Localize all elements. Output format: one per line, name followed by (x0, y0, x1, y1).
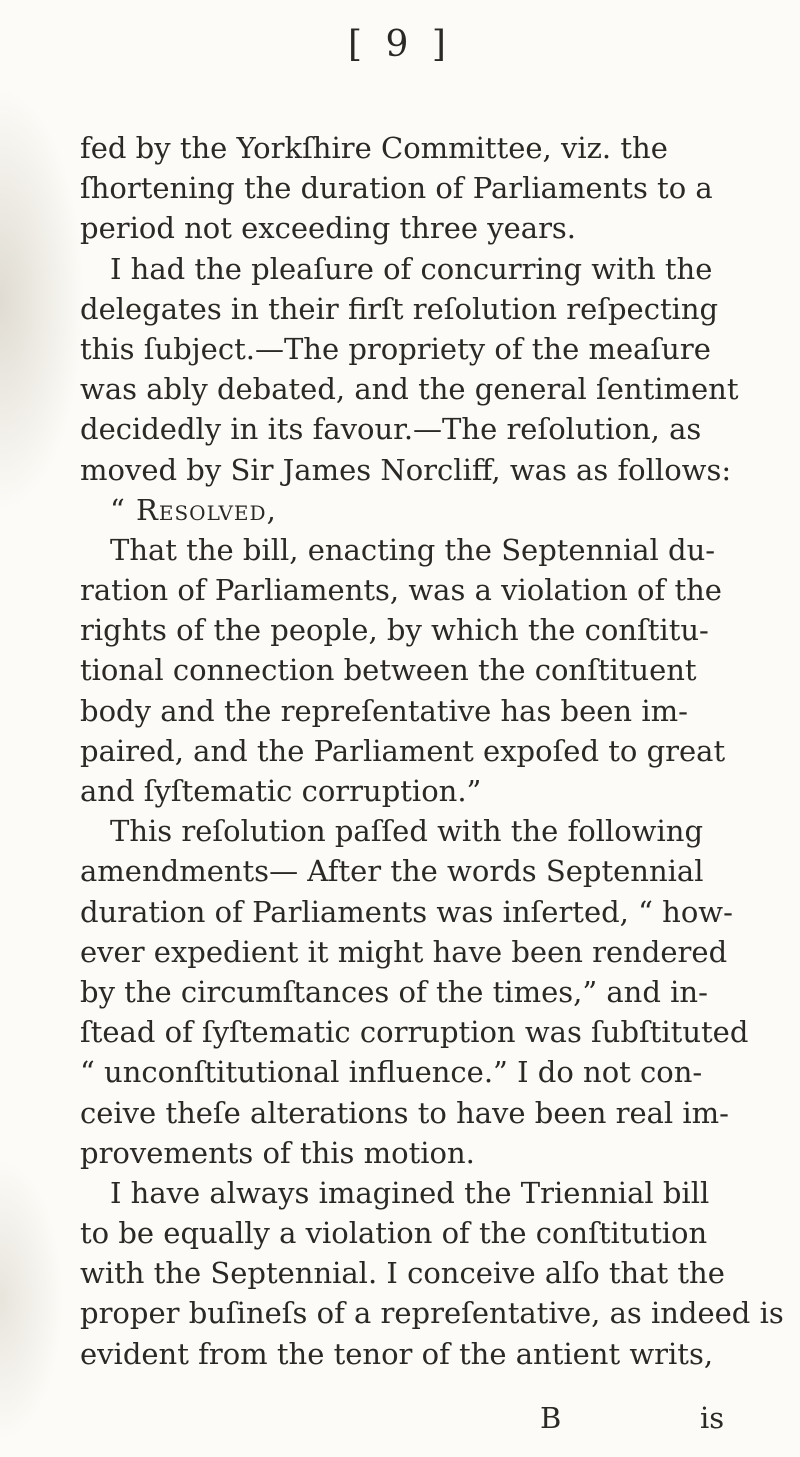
text-line: ſtead of ſyſtematic corruption was ſubſtituted (80, 1015, 749, 1050)
page-number: [ 9 ] (348, 24, 452, 65)
text-line: and ſyſtematic corruption.” (80, 774, 482, 808)
text-line: paired, and the Parliament expoſed to great (80, 733, 726, 768)
text-line: ceive theſe alterations to have been real im- (80, 1095, 729, 1130)
text-line: this ſubject.—The propriety of the meaſure (80, 331, 711, 366)
catchword: is (700, 1401, 725, 1435)
text-line: That the bill, enacting the Septennial du- (110, 532, 716, 567)
text-line: proper buſineſs of a repreſentative, as indeed is (80, 1296, 784, 1331)
text-line: fed by the Yorkſhire Committee, viz. the (80, 131, 668, 165)
resolved-heading: “ Resolved, (110, 492, 277, 527)
text-line: duration of Parliaments was inſerted, “ how- (80, 894, 733, 929)
text-line: “ unconſtitutional influence.” I do not con- (80, 1055, 703, 1090)
text-line: with the Septennial. I conceive alſo that the (80, 1256, 725, 1291)
text-line: to be equally a violation of the conſtitution (80, 1216, 708, 1251)
body-text (80, 128, 784, 1374)
text-line: ſhortening the duration of Parliaments to a (80, 171, 713, 206)
text-line: I had the pleaſure of concurring with the (110, 251, 713, 286)
text-line: ration of Parliaments, was a violation of the (80, 573, 722, 608)
text-line: This reſolution paſſed with the following (110, 814, 704, 849)
text-line: moved by Sir James Norcliff, was as follows: (80, 452, 732, 487)
text-line: was ably debated, and the general ſentiment (80, 372, 739, 407)
text-line: by the circumſtances of the times,” and in- (80, 974, 708, 1009)
signature-mark: B (540, 1401, 562, 1435)
text-line: amendments— After the words Septennial (80, 854, 704, 889)
text-line: tional connection between the conſtituent (80, 653, 697, 688)
text-line: evident from the tenor of the antient writs, (80, 1336, 714, 1371)
text-line: decidedly in its favour.—The reſolution, as (80, 412, 702, 447)
text-line: rights of the people, by which the conſtitu- (80, 613, 709, 648)
text-line: ever expedient it might have been rendered (80, 934, 728, 969)
text-line: provements of this motion. (80, 1135, 475, 1170)
text-line: body and the repreſentative has been im- (80, 693, 688, 728)
text-line: I have always imagined the Triennial bill (110, 1175, 710, 1210)
page-footer (0, 1401, 800, 1441)
text-line: delegates in their firſt reſolution reſpecting (80, 291, 719, 326)
text-line: period not exceeding three years. (80, 211, 577, 246)
